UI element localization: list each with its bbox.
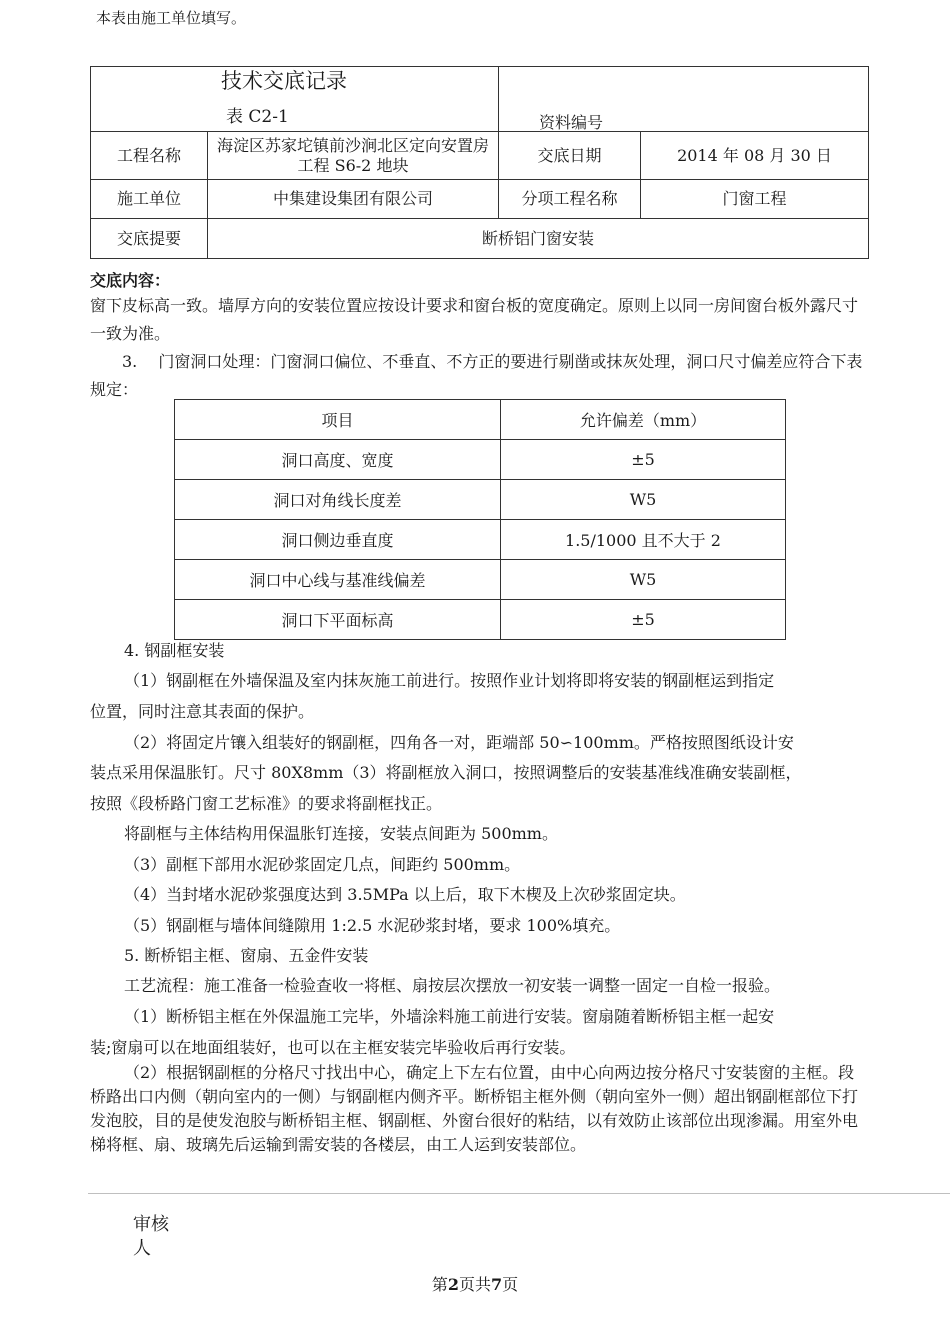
steel-step-2b: 装点采用保温胀钉。尺寸 80X8mm（3）将副框放入洞口，按照调整后的安装基准线准确安装副框，: [90, 763, 802, 782]
page-total: 7: [491, 1275, 503, 1294]
sub-label: 分项工程名称: [499, 180, 641, 219]
row-tolerance: W5: [501, 480, 786, 520]
table-row: [175, 480, 786, 520]
project-label: 工程名称: [91, 132, 208, 180]
table-row: [175, 520, 786, 560]
reviewer-label: 审核人: [133, 1214, 169, 1259]
steel-step-5: （5）钢副框与墙体间缝隙用 1:2.5 水泥砂浆封堵，要求 100%填充。: [124, 916, 621, 935]
paragraph-1: 窗下皮标高一致。墙厚方向的安装位置应按设计要求和窗台板的宽度确定。原则上以同一房间窗台板外露尺寸一致为准。: [90, 296, 859, 343]
footer-divider: [88, 1193, 950, 1194]
row-tolerance: W5: [501, 560, 786, 600]
alu-step-2: （2）根据钢副框的分格尺寸找出中心，确定上下左右位置，由中心向两边按分格尺寸安装窗的主框。段桥路出口内侧（朝向室内的一侧）与钢副框内侧齐平。断桥铝主框外侧（朝向室外一侧）超出钢副框部位下打发泡胶，目的是使发泡胶与断桥铝主框、钢副框、外窗台很好的粘结，以有效防止该部位出现渗漏。用室外电梯将框、扇、玻璃先后运输到需安装的各楼层，由工人运到安装部位。: [90, 1063, 859, 1154]
form-code: 表 C2-1: [226, 107, 289, 127]
form-note: 本表由施工单位填写。: [96, 9, 247, 27]
row-item: 洞口下平面标高: [175, 600, 501, 640]
steel-step-2d: 将副框与主体结构用保温胀钉连接，安装点间距为 500mm。: [124, 824, 558, 843]
header-table: [90, 66, 869, 259]
paragraph-2: 3. 门窗洞口处理：门窗洞口偏位、不垂直、不方正的要进行剔凿或抹灰处理，洞口尺寸偏差应符合下表规定：: [90, 352, 863, 399]
row-item: 洞口中心线与基准线偏差: [175, 560, 501, 600]
page-current: 2: [447, 1275, 459, 1294]
title-cell: [91, 67, 499, 132]
row-tolerance: ±5: [501, 440, 786, 480]
steel-heading: 4. 钢副框安装: [124, 641, 225, 660]
steel-step-2a: （2）将固定片镶入组装好的钢副框，四角各一对，距端部 50∽100mm。严格按照图纸设计安: [124, 733, 794, 752]
steel-step-2c: 按照《段桥路门窗工艺标准》的要求将副框找正。: [90, 794, 443, 813]
alu-heading: 5. 断桥铝主框、窗扇、五金件安装: [124, 946, 369, 965]
row-tolerance: 1.5/1000 且不大于 2: [501, 520, 786, 560]
date-value: 2014 年 08 月 30 日: [641, 132, 869, 180]
col-header-tolerance: 允许偏差（mm）: [501, 400, 786, 440]
date-label: 交底日期: [499, 132, 641, 180]
steel-step-1b: 位置，同时注意其表面的保护。: [90, 702, 315, 721]
row-item: 洞口高度、宽度: [175, 440, 501, 480]
record-title: 技术交底记录: [221, 69, 347, 93]
summary-label: 交底提要: [91, 219, 208, 259]
ref-cell: [499, 67, 869, 132]
page-middle: 页共: [458, 1275, 491, 1294]
unit-value: 中集建设集团有限公司: [208, 180, 499, 219]
row-tolerance: ±5: [501, 600, 786, 640]
deviation-table: [174, 399, 786, 640]
page-suffix: 页: [502, 1275, 519, 1294]
steel-step-4: （4）当封堵水泥砂浆强度达到 3.5MPa 以上后，取下木楔及上次砂浆固定块。: [124, 885, 686, 904]
table-row: [175, 440, 786, 480]
table-row: [175, 560, 786, 600]
page-number: [0, 1272, 950, 1295]
sub-value: 门窗工程: [641, 180, 869, 219]
steel-step-1a: （1）钢副框在外墙保温及室内抹灰施工前进行。按照作业计划将即将安装的钢副框运到指定: [124, 671, 775, 690]
alu-flow: 工艺流程：施工准备一检验查收一将框、扇按层次摆放一初安装一调整一固定一自检一报验。: [124, 976, 781, 995]
page-prefix: 第: [431, 1275, 448, 1294]
content-heading: 交底内容：: [90, 271, 171, 290]
ref-label: 资料编号: [539, 113, 604, 132]
col-header-item: 项目: [175, 400, 501, 440]
table-row: [175, 600, 786, 640]
steel-step-3: （3）副框下部用水泥砂浆固定几点，间距约 500mm。: [124, 855, 521, 874]
row-item: 洞口侧边垂直度: [175, 520, 501, 560]
summary-value: 断桥铝门窗安装: [208, 219, 869, 259]
project-value: 海淀区苏家坨镇前沙涧北区定向安置房工程 S6-2 地块: [208, 132, 499, 180]
alu-step-1a: （1）断桥铝主框在外保温施工完毕，外墙涂料施工前进行安装。窗扇随着断桥铝主框一起安: [124, 1007, 775, 1026]
table-header-row: [175, 400, 786, 440]
unit-label: 施工单位: [91, 180, 208, 219]
alu-step-1b: 装;窗扇可以在地面组装好，也可以在主框安装完毕验收后再行安装。: [90, 1038, 576, 1057]
row-item: 洞口对角线长度差: [175, 480, 501, 520]
